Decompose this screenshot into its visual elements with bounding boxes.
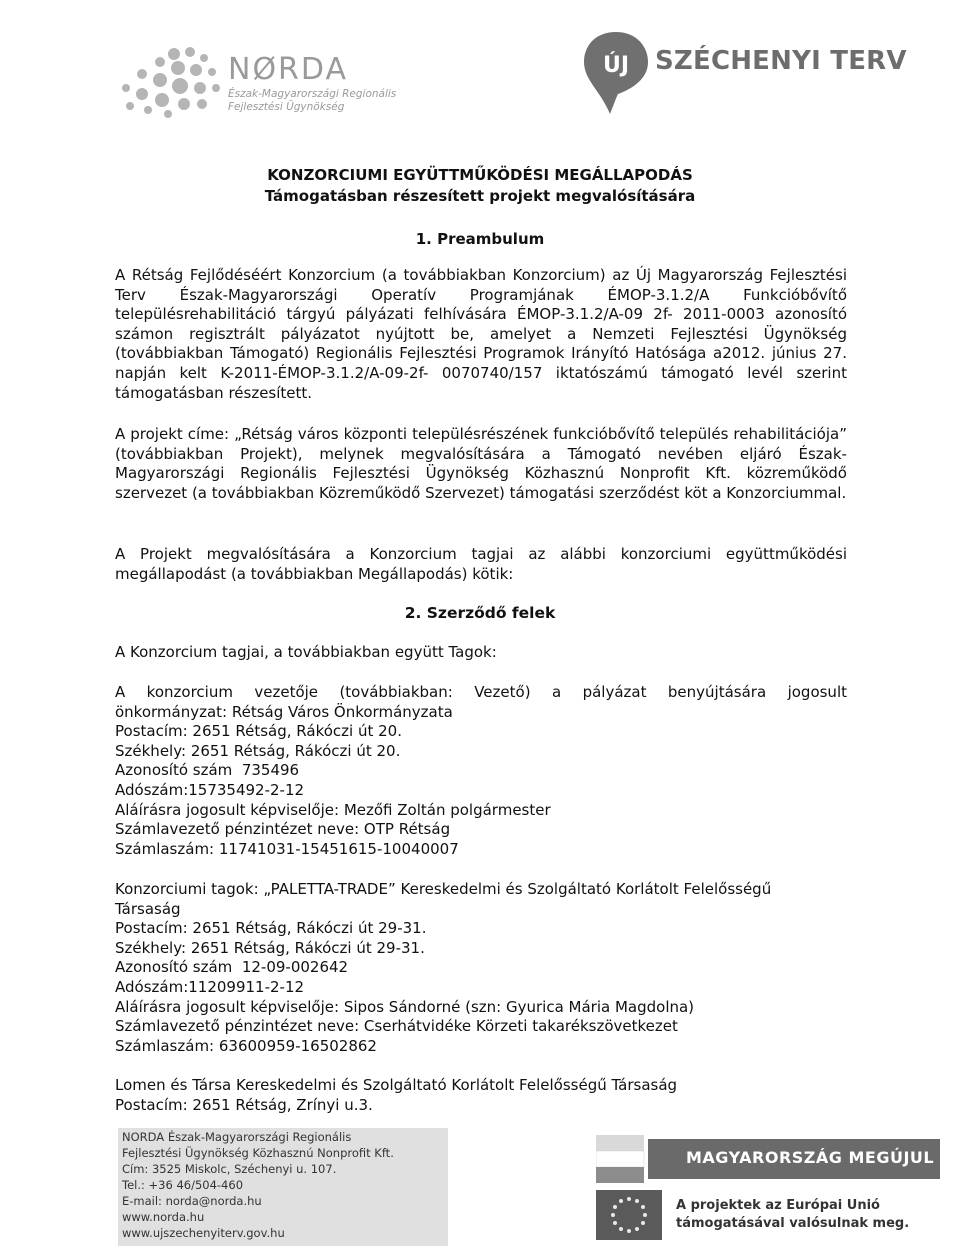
identifier: Azonosító szám 12-09-002642 [115, 958, 349, 977]
postal-address: Postacím: 2651 Rétság, Zrínyi u.3. [115, 1095, 373, 1114]
eu-flag-icon [596, 1190, 662, 1240]
norda-logo-subtitle: Észak-Magyarországi Regionális [228, 88, 397, 100]
tax-number: Adószám:15735492-2-12 [115, 780, 305, 799]
text-line: megállapodást (a továbbiakban Megállapodás) kötik: [115, 564, 514, 583]
member-name-line: Lomen és Társa Kereskedelmi és Szolgáltató Korlátolt Felelősségű Társaság [115, 1076, 678, 1094]
text-line: Funkcióbővítő településrehabilitáció tárgyú pályázati felhívására ÉMOP-3.1.2/A-09 2f- [115, 285, 847, 324]
norda-logo-name: NØRDA [228, 52, 348, 87]
postal-address: Postacím: 2651 Rétság, Rákóczi út 29-31. [115, 919, 427, 938]
text-line: Fejlesztési Ügynökség (továbbiakban Támogató) Regionális Fejlesztési Programok [115, 324, 847, 363]
bank-name: Számlavezető pénzintézet neve: OTP Rétság [115, 820, 451, 839]
footer-email: E-mail: norda@norda.hu [122, 1194, 262, 1208]
headquarters: Székhely: 2651 Rétság, Rákóczi út 29-31. [115, 938, 425, 957]
headquarters: Székhely: 2651 Rétság, Rákóczi út 20. [115, 741, 401, 760]
text-line: 0070740/157 iktatószámú támogató levél szerint támogatásban részesített. [115, 363, 847, 402]
section-heading-parties: 2. Szerződő felek [404, 604, 556, 622]
norda-logo-subtitle: Fejlesztési Ügynökség [228, 101, 345, 113]
text-line: eljáró Észak-Magyarországi Regionális Fejlesztési Ügynökség Közhasznú Nonprofit Kft. [115, 444, 847, 483]
consortium-member-block [115, 1076, 855, 1115]
text-line: A projekt címe: „Rétság város központi településrészének funkcióbővítő település [115, 425, 729, 443]
leader-role-line: A konzorcium vezetője (továbbiakban: Vezető) a pályázat benyújtására jogosult [115, 683, 847, 701]
footer-contact-box [118, 1128, 448, 1246]
flag-banner-text: MAGYARORSZÁG MEGÚJUL [686, 1148, 935, 1167]
member-name-line: Konzorciumi tagok: „PALETTA-TRADE” Kereskedelmi és Szolgáltató Korlátolt Felelősségű [115, 880, 772, 898]
leader-name-line: önkormányzat: Rétság Város Önkormányzata [115, 702, 453, 721]
text-line: A Projekt megvalósítására a Konzorcium tagjai az alábbi konzorciumi együttműködési [115, 545, 847, 563]
consortium-member-block [115, 880, 855, 1056]
member-name-line: Társaság [115, 899, 181, 918]
footer-website: www.ujszechenyiterv.gov.hu [122, 1226, 285, 1240]
section-heading-preamble: 1. Preambulum [415, 230, 545, 248]
preamble-paragraph [115, 266, 847, 403]
project-paragraph [115, 425, 847, 503]
eu-support-text: támogatásával valósulnak meg. [676, 1216, 910, 1231]
text-line: Fejlesztési Terv Észak-Magyarországi Operatív Programjának ÉMOP-3.1.2/A [115, 266, 847, 304]
footer-website: www.norda.hu [122, 1210, 205, 1224]
text-line: A Rétság Fejlődéséért Konzorcium (a továbbiakban Konzorcium) az Új Magyarország [115, 266, 763, 284]
document-subtitle: Támogatásban részesített projekt megvalósítására [264, 187, 696, 205]
bank-name: Számlavezető pénzintézet neve: Cserhátvidéke Körzeti takarékszövetkezet [115, 1017, 678, 1036]
footer-phone: Tel.: +36 46/504-460 [122, 1178, 244, 1192]
footer-address: Cím: 3525 Miskolc, Széchenyi u. 107. [122, 1162, 337, 1176]
representative: Aláírásra jogosult képviselője: Mezőfi Zoltán polgármester [115, 800, 551, 819]
postal-address: Postacím: 2651 Rétság, Rákóczi út 20. [115, 722, 402, 741]
szechenyi-terv-name: SZÉCHENYI TERV [655, 46, 907, 76]
account-number: Számlaszám: 11741031-15451615-10040007 [115, 839, 459, 858]
footer-org-name: NORDA Észak-Magyarországi Regionális [122, 1130, 352, 1144]
account-number: Számlaszám: 63600959-16502862 [115, 1036, 377, 1055]
eu-support-text: A projektek az Európai Unió [676, 1198, 880, 1213]
consortium-leader-block [115, 683, 855, 859]
identifier: Azonosító szám 735496 [115, 761, 300, 780]
members-intro: A Konzorcium tagjai, a továbbiakban együtt Tagok: [115, 643, 497, 661]
szechenyi-badge-text: ÚJ [602, 53, 630, 78]
text-line: rehabilitációja” (továbbiakban Projekt), melynek megvalósítására a Támogató nevében [115, 425, 847, 463]
text-line: 2011-0003 azonosító számon regisztrált pályázatot nyújtott be, amelyet a Nemzeti [115, 305, 847, 343]
text-line: közreműködő szervezet (a továbbiakban Közreműködő Szervezet) támogatási szerződést [115, 464, 847, 502]
tax-number: Adószám:11209911-2-12 [115, 977, 305, 996]
text-line: Irányító Hatósága a2012. június 27. napján kelt K-2011-ÉMOP-3.1.2/A-09-2f- [115, 344, 847, 382]
text-line: köt a Konzorciummal. [684, 483, 847, 502]
footer-org-name: Fejlesztési Ügynökség Közhasznú Nonprofit Kft. [122, 1146, 394, 1160]
consortium-paragraph [115, 545, 847, 584]
document-title: KONZORCIUMI EGYÜTTMŰKÖDÉSI MEGÁLLAPODÁS [267, 166, 693, 184]
representative: Aláírásra jogosult képviselője: Sipos Sándorné (szn: Gyurica Mária Magdolna) [115, 997, 695, 1016]
